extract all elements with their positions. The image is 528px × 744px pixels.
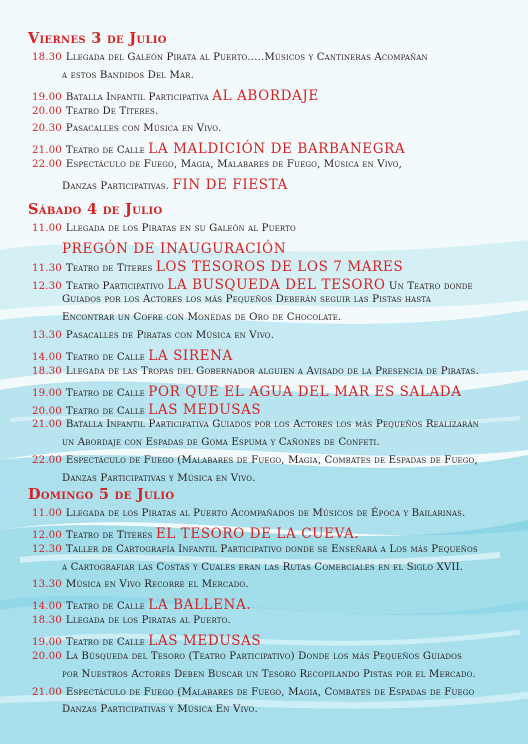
schedule-line <box>32 259 403 275</box>
event-time: 20.00 <box>32 650 62 662</box>
event-time: 13.30 <box>32 579 62 591</box>
event-text: Teatro de Calle <box>65 387 145 399</box>
schedule-line <box>32 615 231 626</box>
event-text: Pasacalles con Música en Vivo. <box>65 123 222 135</box>
schedule-line <box>32 544 478 555</box>
event-time: 11.00 <box>32 508 62 519</box>
schedule-line <box>32 508 466 519</box>
schedule-line <box>32 633 261 649</box>
event-time: 12.30 <box>32 280 62 292</box>
event-text: Teatro de Calle <box>65 145 145 157</box>
schedule-line <box>62 241 286 257</box>
event-time: 14.00 <box>32 601 62 613</box>
event-time: 18.30 <box>32 52 62 63</box>
event-text: Espectáculo de Fuego (Malabares de Fuego, Magia, Combates de Espadas de Fuego, <box>65 455 478 467</box>
schedule-line <box>32 277 473 293</box>
schedule-line <box>62 473 256 484</box>
event-time: 21.00 <box>32 145 62 157</box>
event-text: Llegada de los Piratas al Puerto Acompañados de Músicos de Época y Bailarinas. <box>65 508 466 519</box>
event-time: 14.00 <box>32 351 62 363</box>
event-text: Guiados por los Actores los más Pequeños Deberán seguir las Pistas hasta <box>62 294 431 306</box>
event-text: Espectáculo de Fuego, Magia, Malabares de Fuego, Música en Vivo, <box>65 159 403 171</box>
event-text: Batalla Infantil Participativa Guiados por los Actores los más Pequeños Realizarán <box>65 419 479 431</box>
event-text: Llegada de las Tropas del Gobernador alguien a Avisado de la Presencia de Piratas. <box>65 365 479 377</box>
event-text: Teatro Participativo <box>65 280 164 292</box>
schedule-line <box>32 330 274 341</box>
event-text: Danzas Participativas y Música En Vivo. <box>62 704 258 716</box>
schedule-line <box>32 88 319 104</box>
schedule-line <box>62 669 476 680</box>
event-text: Llegada de los Piratas en su Galeón al Puerto <box>65 223 296 234</box>
event-time: 13.30 <box>32 330 62 342</box>
schedule-line <box>62 437 380 448</box>
schedule-line <box>62 704 258 715</box>
event-highlight: LA SIRENA <box>148 347 233 364</box>
schedule-line <box>32 526 359 542</box>
day-heading: Viernes 3 de Julio <box>28 30 167 47</box>
schedule-line <box>32 651 462 662</box>
schedule-line <box>32 348 233 364</box>
event-text: Teatro De Títeres. <box>65 105 159 117</box>
event-text: Encontrar un Cofre con Monedas de Oro de Chocolate. <box>62 312 342 324</box>
event-highlight: AL ABORDAJE <box>212 87 319 104</box>
event-highlight: PREGÓN DE INAUGURACIÓN <box>62 240 287 257</box>
event-highlight: LAS MEDUSAS <box>148 401 262 418</box>
event-text: Música en Vivo Recorre el Mercado. <box>65 579 249 591</box>
event-time: 19.00 <box>32 387 62 399</box>
schedule-line <box>32 579 249 590</box>
event-text: Taller de Cartografía Infantil Participativo donde se Enseñará a Los más Pequeños <box>65 543 478 555</box>
event-time: 11.00 <box>32 223 62 234</box>
event-highlight: LAS MEDUSAS <box>148 632 262 649</box>
schedule-line <box>62 177 288 193</box>
schedule-line <box>62 70 194 81</box>
schedule-line <box>62 294 431 305</box>
schedule-line <box>32 52 428 63</box>
event-text: Teatro de Calle <box>65 351 145 363</box>
event-text-after: Un Teatro donde <box>388 280 473 292</box>
event-text: un Abordaje con Espadas de Goma Espuma y Cañones de Confeti. <box>62 437 380 449</box>
event-text: La Búsqueda del Tesoro (Teatro Participativo) Donde los más Pequeños Guiados <box>65 650 462 662</box>
schedule-line <box>32 106 158 117</box>
schedule-line <box>62 312 341 323</box>
schedule-line <box>32 455 478 466</box>
event-text: Batalla Infantil Participativa <box>65 91 209 103</box>
event-highlight: LA BUSQUEDA DEL TESORO <box>167 276 386 293</box>
event-text: Llegada de los Piratas al Puerto. <box>65 615 231 627</box>
event-time: 19.00 <box>32 91 62 103</box>
schedule-line <box>32 419 479 430</box>
schedule-line <box>32 402 261 418</box>
event-highlight: FIN DE FIESTA <box>172 176 288 193</box>
event-highlight: LA BALLENA. <box>148 597 252 614</box>
event-text: Danzas Participativas. <box>62 180 170 192</box>
event-text: por Nuestros Actores Deben Buscar un Tesoro Recopilando Pistas por el Mercado. <box>62 668 476 680</box>
schedule-line <box>32 223 296 234</box>
schedule-line <box>32 597 251 613</box>
schedule-line <box>62 562 463 573</box>
event-text: Teatro de Calle <box>65 601 145 613</box>
event-time: 11.30 <box>32 262 62 274</box>
schedule-line <box>32 687 474 698</box>
event-text: a Cartografiar las Costas y Cuales eran las Rutas Comerciales en el Siglo XVII. <box>62 561 464 573</box>
event-time: 20.00 <box>32 105 62 117</box>
event-text: Danzas Participativas y Música en Vivo. <box>62 472 256 484</box>
event-time: 20.30 <box>32 123 62 135</box>
event-text: Teatro de Calle <box>65 405 145 417</box>
event-text: Espectáculo de Fuego (Malabares de Fuego, Magia, Combates de Espadas de Fuego <box>65 686 475 698</box>
event-time: 22.00 <box>32 455 62 467</box>
event-highlight: POR QUE EL AGUA DEL MAR ES SALADA <box>148 383 462 400</box>
event-text: Teatro de Títeres <box>65 262 153 274</box>
event-time: 12.30 <box>32 543 62 555</box>
event-text: Pasacalles de Piratas con Música en Vivo. <box>65 330 275 342</box>
day-heading: Domingo 5 de Julio <box>28 486 175 503</box>
schedule-line <box>32 366 479 377</box>
event-time: 21.00 <box>32 419 62 431</box>
schedule-line <box>32 123 222 134</box>
event-time: 19.00 <box>32 636 62 648</box>
event-highlight: LOS TESOROS DE LOS 7 MARES <box>155 258 404 275</box>
event-time: 21.00 <box>32 686 62 698</box>
schedule-line <box>32 159 402 170</box>
event-time: 18.30 <box>32 365 62 377</box>
event-text: a estos Bandidos Del Mar. <box>62 69 194 81</box>
event-text: Teatro de Calle <box>65 636 145 648</box>
event-time: 20.00 <box>32 405 62 417</box>
day-heading: Sábado 4 de Julio <box>28 201 163 218</box>
schedule-line <box>32 141 405 157</box>
event-text: Llegada del Galeón Pirata al Puerto.....Músicos y Cantineras Acompañan <box>65 52 428 63</box>
event-time: 12.00 <box>32 529 62 541</box>
event-time: 22.00 <box>32 159 62 171</box>
schedule-line <box>32 384 462 400</box>
event-highlight: LA MALDICIÓN DE BARBANEGRA <box>148 141 406 158</box>
event-time: 18.30 <box>32 615 62 627</box>
event-highlight: EL TESORO DE LA CUEVA. <box>155 525 360 542</box>
event-text: Teatro de Títeres <box>65 529 153 541</box>
